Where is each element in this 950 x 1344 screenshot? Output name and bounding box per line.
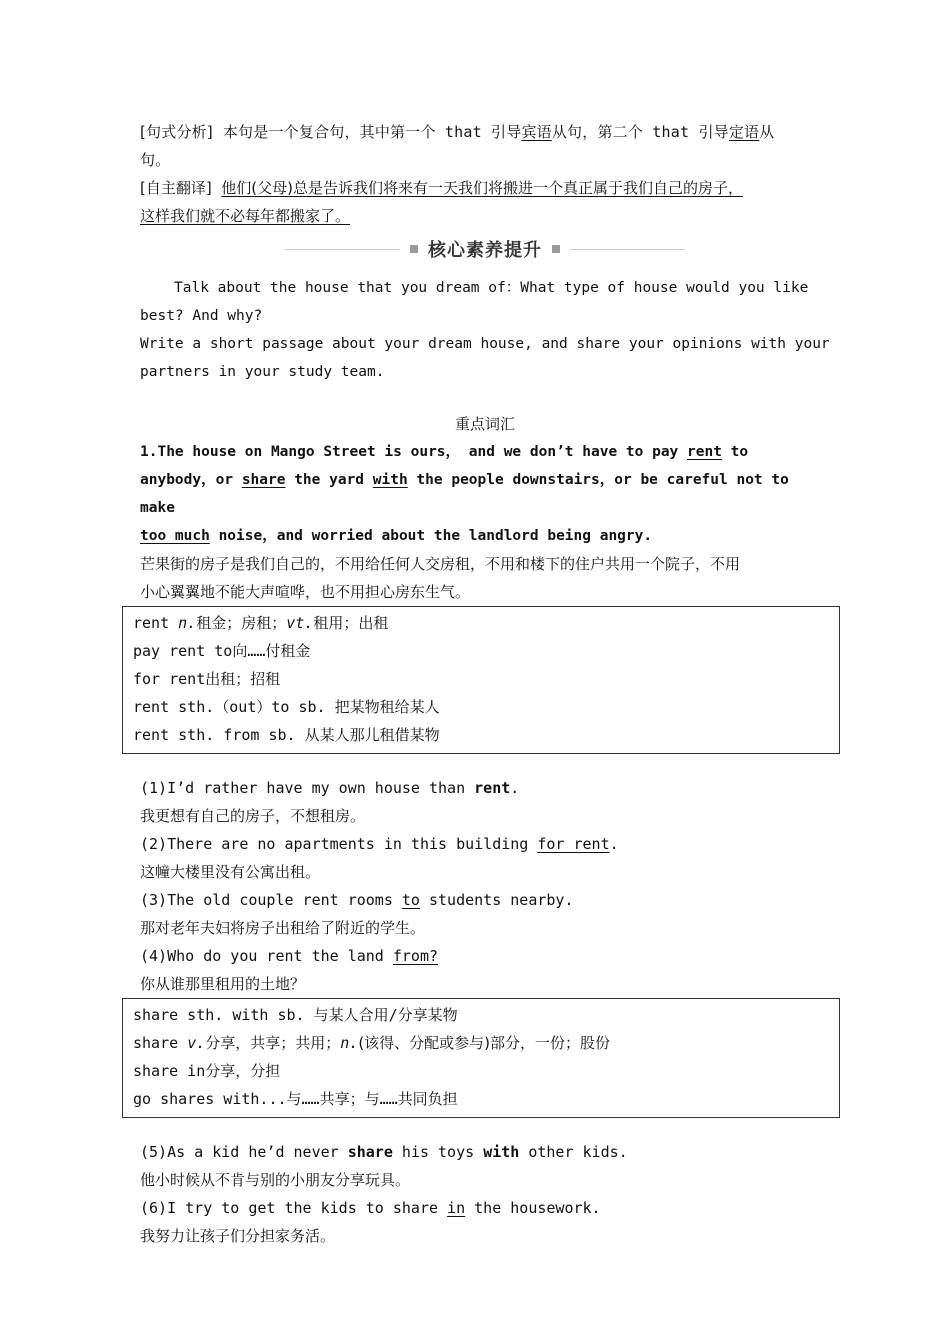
self-translation: [自主翻译] 他们(父母)总是告诉我们将来有一天我们将搬进一个真正属于我们自己的房子， 这样我们就不必每年都搬家了。 [140, 179, 743, 225]
attributive-clause-term: 定语 [728, 123, 760, 141]
document-page [133, 118, 830, 1250]
divider [285, 249, 400, 250]
translation-tag: [自主翻译] [140, 179, 212, 197]
rent-usage-box [122, 606, 840, 754]
section-header [140, 234, 830, 264]
example-sentence: (2)There are no apartments in this building for rent. [140, 835, 619, 853]
box-row: go shares with...与……共享；与……共同负担 [133, 1090, 458, 1108]
box-row: rent sth.（out）to sb. 把某物租给某人 [133, 698, 440, 716]
example-translation: 我更想有自己的房子，不想租房。 [140, 807, 366, 825]
example-translation: 这幢大楼里没有公寓出租。 [140, 863, 321, 881]
analysis-tag: [句式分析] [140, 123, 213, 141]
example-translation: 他小时候从不肯与别的小朋友分享玩具。 [140, 1171, 411, 1189]
sentence-analysis: [句式分析] 本句是一个复合句，其中第一个 that 引导宾语从句，第二个 that 引导定语从 句。 [140, 123, 775, 169]
example-translation: 你从谁那里租用的土地？ [140, 975, 306, 993]
writing-prompt: Talk about the house that you dream of：What type of house would you like best? And why? Write a short passage about your dream house, and share your opinions with your partners in your study team. [140, 280, 830, 380]
example-sentence: (3)The old couple rent rooms to students nearby. [140, 891, 574, 909]
share-usage-box [122, 998, 840, 1118]
key-sentence-translation: 芒果街的房子是我们自己的，不用给任何人交房租，不用和楼下的住户共用一个院子，不用 小心翼翼地不能大声喧哗，也不用担心房东生气。 [140, 555, 741, 601]
box-row: rent sth. from sb. 从某人那儿租借某物 [133, 726, 440, 744]
square-bullet-icon [410, 245, 418, 253]
divider [570, 249, 685, 250]
square-bullet-icon [552, 245, 560, 253]
section-title: 核心素养提升 [428, 240, 542, 261]
box-row: rent n.租金；房租；vt.租用；出租 [133, 614, 389, 632]
example-translation: 我努力让孩子们分担家务活。 [140, 1227, 336, 1245]
object-clause-term: 宾语 [521, 123, 552, 141]
rent-examples [140, 774, 830, 998]
example-sentence: (4)Who do you rent the land from? [140, 947, 439, 965]
box-row: share v.分享，共享；共用；n.(该得、分配或参与)部分，一份；股份 [133, 1034, 611, 1052]
vocab-title: 重点词汇 [454, 415, 515, 433]
example-sentence: (1)I’d rather have my own house than rent. [140, 779, 520, 797]
example-sentence: (5)As a kid he’d never share his toys with other kids. [140, 1143, 628, 1161]
example-sentence: (6)I try to get the kids to share in the housework. [140, 1199, 601, 1217]
example-translation: 那对老年夫妇将房子出租给了附近的学生。 [140, 919, 426, 937]
box-row: share in分享，分担 [133, 1062, 281, 1080]
box-row: for rent出租；招租 [133, 670, 281, 688]
key-sentence: 1.The house on Mango Street is ours， and we don’t have to pay rent to anybody，or share the yard with the people downstairs，or be careful not to make too much noise，and worried about the landlord being angry. [140, 444, 789, 544]
share-examples [140, 1138, 830, 1250]
box-row: pay rent to向……付租金 [133, 642, 311, 660]
box-row: share sth. with sb. 与某人合用/分享某物 [133, 1006, 458, 1024]
